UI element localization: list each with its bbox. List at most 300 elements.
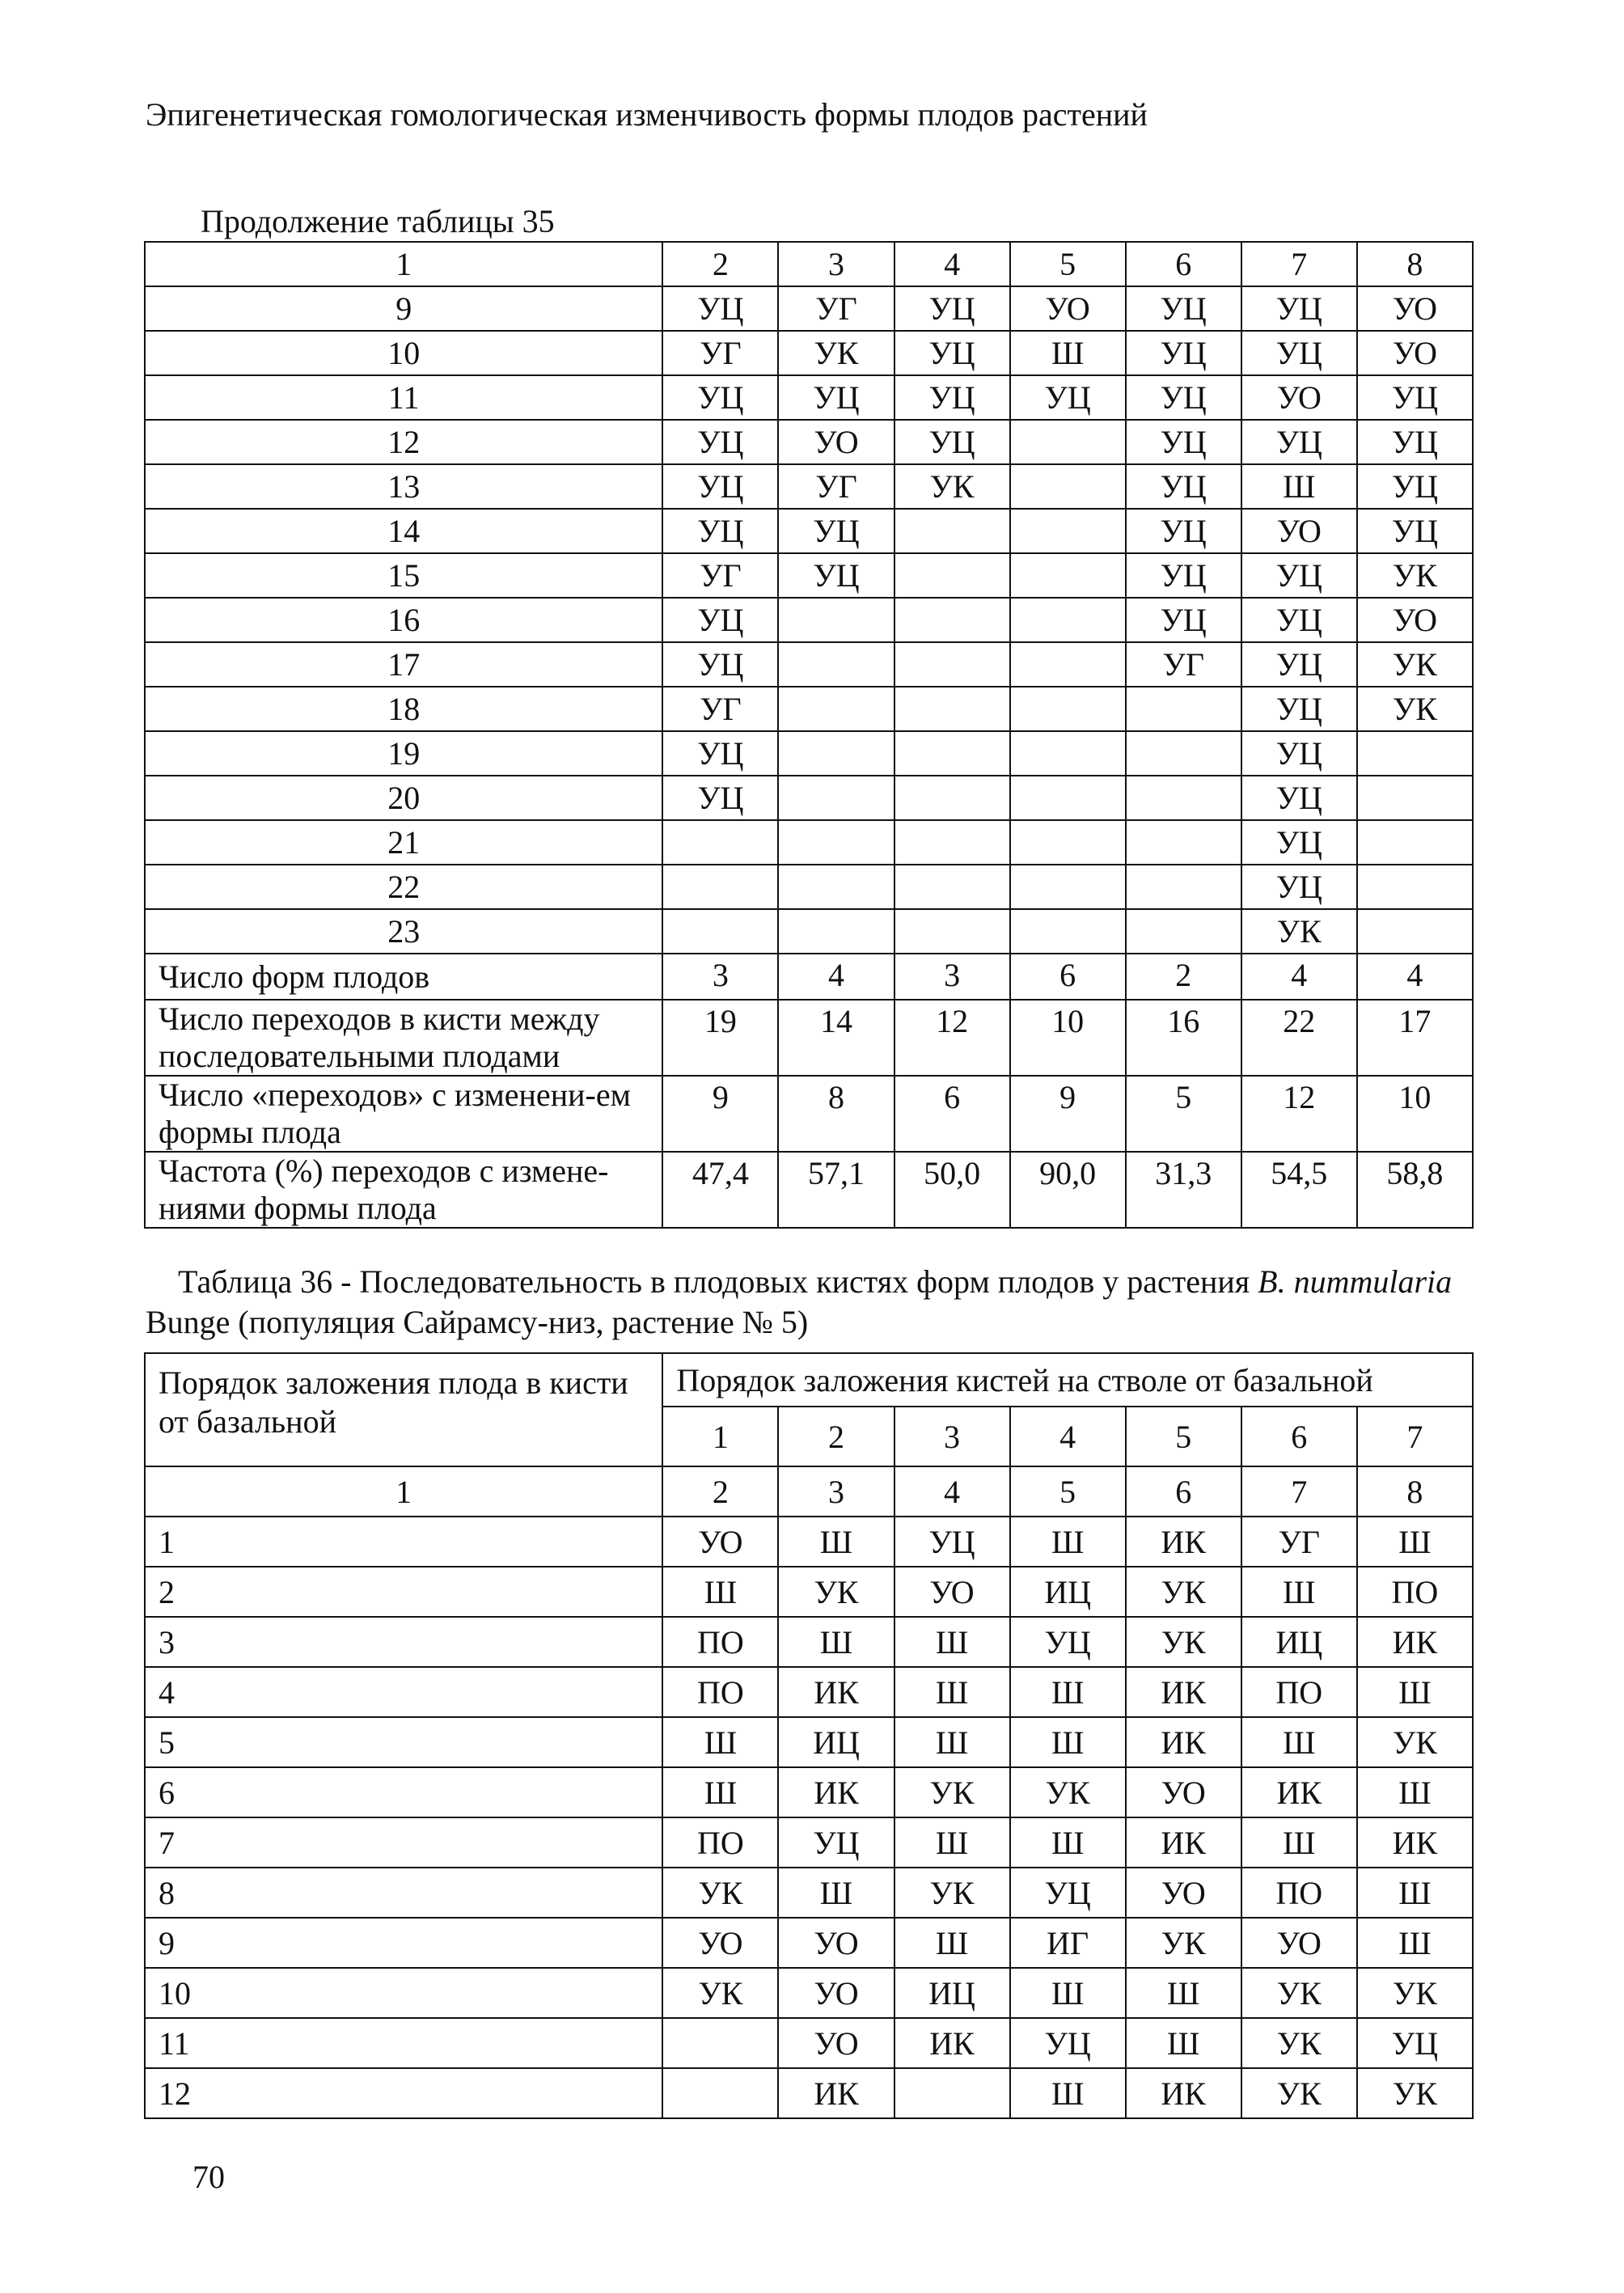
table-row: [145, 1817, 1473, 1868]
fruit-form-cell: УЦ: [1241, 331, 1357, 375]
fruit-form-cell: ИЦ: [778, 1717, 894, 1767]
fruit-form-cell: УГ: [778, 286, 894, 331]
fruit-form-cell: УЦ: [778, 553, 894, 598]
fruit-form-cell: ИК: [1126, 1517, 1241, 1567]
table-row: [145, 1918, 1473, 1968]
fruit-form-cell: Ш: [1010, 1517, 1126, 1567]
fruit-form-cell: УЦ: [894, 1517, 1010, 1567]
fruit-form-cell: [1010, 776, 1126, 820]
row-label: 9: [145, 286, 662, 331]
row-label: 3: [145, 1617, 662, 1667]
fruit-form-cell: УЦ: [1126, 509, 1241, 553]
summary-value: 5: [1126, 1076, 1241, 1152]
column-index-row: [145, 242, 1473, 286]
fruit-form-cell: УК: [1241, 909, 1357, 954]
fruit-form-cell: УЦ: [1126, 598, 1241, 642]
summary-label: Число переходов в кисти между последовательными плодами: [145, 1000, 662, 1076]
fruit-form-cell: УЦ: [1126, 286, 1241, 331]
row-label: 10: [145, 1968, 662, 2018]
header-column-group: Порядок заложения кистей на стволе от базальной: [662, 1353, 1473, 1407]
fruit-form-cell: УЦ: [662, 464, 778, 509]
fruit-form-cell: [1010, 598, 1126, 642]
fruit-form-cell: УЦ: [1126, 553, 1241, 598]
fruit-form-cell: ИК: [778, 1767, 894, 1817]
column-index-cell: 4: [894, 1466, 1010, 1517]
fruit-form-cell: ИК: [1126, 2068, 1241, 2118]
summary-label: Число форм плодов: [145, 954, 662, 1000]
fruit-form-cell: [894, 820, 1010, 865]
fruit-form-cell: ИК: [1126, 1667, 1241, 1717]
fruit-form-cell: ИК: [1126, 1817, 1241, 1868]
fruit-form-cell: Ш: [1357, 1767, 1473, 1817]
fruit-form-cell: Ш: [1357, 1918, 1473, 1968]
column-index-cell: 3: [778, 242, 894, 286]
fruit-form-cell: УЦ: [1010, 375, 1126, 420]
summary-value: 54,5: [1241, 1152, 1357, 1228]
fruit-form-cell: УЦ: [1241, 865, 1357, 909]
summary-value: 9: [1010, 1076, 1126, 1152]
fruit-form-cell: [1010, 731, 1126, 776]
fruit-form-cell: ИЦ: [894, 1968, 1010, 2018]
table-row: [145, 2068, 1473, 2118]
fruit-form-cell: Ш: [1010, 2068, 1126, 2118]
row-label: 9: [145, 1918, 662, 1968]
column-index-cell: 5: [1010, 242, 1126, 286]
row-label: 23: [145, 909, 662, 954]
fruit-form-cell: [1126, 731, 1241, 776]
summary-row: [145, 1000, 1473, 1076]
table-row: [145, 642, 1473, 687]
fruit-form-cell: УО: [1010, 286, 1126, 331]
fruit-form-cell: УО: [1241, 375, 1357, 420]
fruit-form-cell: ПО: [662, 1817, 778, 1868]
fruit-form-cell: УЦ: [1010, 2018, 1126, 2068]
fruit-form-cell: ПО: [1241, 1868, 1357, 1918]
row-label: 19: [145, 731, 662, 776]
column-index-cell: 8: [1357, 1466, 1473, 1517]
row-label: 18: [145, 687, 662, 731]
fruit-form-cell: [778, 820, 894, 865]
fruit-form-cell: УЦ: [1010, 1868, 1126, 1918]
cluster-number-header: 6: [1241, 1407, 1357, 1466]
fruit-form-cell: УЦ: [1241, 687, 1357, 731]
column-index-cell: 7: [1241, 1466, 1357, 1517]
fruit-form-cell: УЦ: [894, 286, 1010, 331]
fruit-form-cell: УО: [1357, 286, 1473, 331]
fruit-form-cell: ИЦ: [1010, 1567, 1126, 1617]
summary-row: [145, 1076, 1473, 1152]
summary-value: 12: [894, 1000, 1010, 1076]
row-label: 10: [145, 331, 662, 375]
row-label: 22: [145, 865, 662, 909]
row-label: 6: [145, 1767, 662, 1817]
fruit-form-cell: [662, 865, 778, 909]
fruit-form-cell: УЦ: [1241, 820, 1357, 865]
table-35: [144, 241, 1474, 1229]
fruit-form-cell: УЦ: [1357, 375, 1473, 420]
row-label: 15: [145, 553, 662, 598]
fruit-form-cell: [662, 909, 778, 954]
fruit-form-cell: ИК: [778, 1667, 894, 1717]
fruit-form-cell: УК: [1357, 553, 1473, 598]
fruit-form-cell: [1010, 820, 1126, 865]
row-label: 12: [145, 420, 662, 464]
summary-value: 57,1: [778, 1152, 894, 1228]
column-index-cell: 1: [145, 1466, 662, 1517]
fruit-form-cell: УЦ: [1126, 375, 1241, 420]
fruit-form-cell: Ш: [662, 1767, 778, 1817]
table-row: [145, 731, 1473, 776]
fruit-form-cell: [894, 598, 1010, 642]
row-label: 12: [145, 2068, 662, 2118]
summary-value: 4: [1241, 954, 1357, 1000]
fruit-form-cell: УК: [1357, 687, 1473, 731]
table-row: [145, 909, 1473, 954]
fruit-form-cell: УО: [1126, 1868, 1241, 1918]
fruit-form-cell: УК: [1010, 1767, 1126, 1817]
page-number: 70: [192, 2159, 225, 2195]
fruit-form-cell: УЦ: [662, 420, 778, 464]
fruit-form-cell: [778, 642, 894, 687]
row-label: 1: [145, 1517, 662, 1567]
fruit-form-cell: УЦ: [1357, 464, 1473, 509]
fruit-form-cell: УЦ: [894, 420, 1010, 464]
table-row: [145, 286, 1473, 331]
fruit-form-cell: [1357, 820, 1473, 865]
fruit-form-cell: УК: [894, 1767, 1010, 1817]
summary-value: 8: [778, 1076, 894, 1152]
row-label: 14: [145, 509, 662, 553]
running-head: Эпигенетическая гомологическая изменчивость формы плодов растений: [146, 96, 1148, 133]
table-row: [145, 776, 1473, 820]
table-row: [145, 553, 1473, 598]
fruit-form-cell: УЦ: [1241, 731, 1357, 776]
fruit-form-cell: [1357, 865, 1473, 909]
row-label: 7: [145, 1817, 662, 1868]
fruit-form-cell: УО: [778, 1918, 894, 1968]
summary-value: 4: [778, 954, 894, 1000]
fruit-form-cell: УЦ: [1126, 331, 1241, 375]
fruit-form-cell: [894, 509, 1010, 553]
table-36: [144, 1352, 1474, 2119]
fruit-form-cell: Ш: [894, 1918, 1010, 1968]
fruit-form-cell: УО: [1357, 598, 1473, 642]
fruit-form-cell: УО: [778, 1968, 894, 2018]
summary-value: 31,3: [1126, 1152, 1241, 1228]
fruit-form-cell: [894, 553, 1010, 598]
column-index-cell: 6: [1126, 242, 1241, 286]
fruit-form-cell: Ш: [894, 1617, 1010, 1667]
fruit-form-cell: Ш: [894, 1817, 1010, 1868]
fruit-form-cell: ПО: [1241, 1667, 1357, 1717]
row-label: 13: [145, 464, 662, 509]
table-row: [145, 1968, 1473, 2018]
column-index-cell: 2: [662, 1466, 778, 1517]
column-index-cell: 2: [662, 242, 778, 286]
fruit-form-cell: УО: [1241, 509, 1357, 553]
summary-value: 6: [894, 1076, 1010, 1152]
cluster-number-header: 7: [1357, 1407, 1473, 1466]
fruit-form-cell: ПО: [662, 1667, 778, 1717]
fruit-form-cell: Ш: [778, 1868, 894, 1918]
column-index-cell: 5: [1010, 1466, 1126, 1517]
fruit-form-cell: Ш: [662, 1717, 778, 1767]
fruit-form-cell: УО: [894, 1567, 1010, 1617]
summary-value: 12: [1241, 1076, 1357, 1152]
summary-value: 50,0: [894, 1152, 1010, 1228]
fruit-form-cell: Ш: [1357, 1667, 1473, 1717]
summary-value: 47,4: [662, 1152, 778, 1228]
fruit-form-cell: УК: [1357, 1717, 1473, 1767]
fruit-form-cell: [778, 776, 894, 820]
fruit-form-cell: УГ: [662, 687, 778, 731]
fruit-form-cell: УО: [662, 1517, 778, 1567]
summary-label: Частота (%) переходов с измене-ниями формы плода: [145, 1152, 662, 1228]
fruit-form-cell: [1010, 553, 1126, 598]
fruit-form-cell: УГ: [662, 553, 778, 598]
column-index-row: [145, 1466, 1473, 1517]
fruit-form-cell: [1010, 865, 1126, 909]
fruit-form-cell: УЦ: [662, 375, 778, 420]
fruit-form-cell: ИК: [1126, 1717, 1241, 1767]
summary-value: 17: [1357, 1000, 1473, 1076]
fruit-form-cell: УК: [1357, 2068, 1473, 2118]
table-row: [145, 598, 1473, 642]
fruit-form-cell: [894, 909, 1010, 954]
fruit-form-cell: ИК: [1357, 1817, 1473, 1868]
fruit-form-cell: УК: [1241, 2018, 1357, 2068]
fruit-form-cell: УЦ: [1241, 553, 1357, 598]
summary-row: [145, 1152, 1473, 1228]
table-row: [145, 1617, 1473, 1667]
fruit-form-cell: УО: [662, 1918, 778, 1968]
fruit-form-cell: [1126, 909, 1241, 954]
table-row: [145, 1667, 1473, 1717]
row-label: 8: [145, 1868, 662, 1918]
fruit-form-cell: УК: [778, 331, 894, 375]
fruit-form-cell: ПО: [662, 1617, 778, 1667]
fruit-form-cell: [894, 776, 1010, 820]
fruit-form-cell: Ш: [662, 1567, 778, 1617]
fruit-form-cell: [894, 731, 1010, 776]
summary-value: 90,0: [1010, 1152, 1126, 1228]
summary-value: 2: [1126, 954, 1241, 1000]
summary-value: 4: [1357, 954, 1473, 1000]
fruit-form-cell: УК: [1126, 1918, 1241, 1968]
fruit-form-cell: ИК: [778, 2068, 894, 2118]
fruit-form-cell: УЦ: [894, 331, 1010, 375]
fruit-form-cell: УЦ: [662, 776, 778, 820]
fruit-form-cell: УЦ: [778, 509, 894, 553]
fruit-form-cell: Ш: [1010, 1667, 1126, 1717]
fruit-form-cell: Ш: [778, 1617, 894, 1667]
fruit-form-cell: [1010, 464, 1126, 509]
fruit-form-cell: [894, 2068, 1010, 2118]
fruit-form-cell: УО: [1126, 1767, 1241, 1817]
column-index-cell: 7: [1241, 242, 1357, 286]
cluster-number-header: 3: [894, 1407, 1010, 1466]
species-name: B. nummularia: [1258, 1263, 1453, 1300]
fruit-form-cell: Ш: [1010, 1968, 1126, 2018]
fruit-form-cell: [1126, 687, 1241, 731]
fruit-form-cell: [894, 865, 1010, 909]
fruit-form-cell: УЦ: [894, 375, 1010, 420]
fruit-form-cell: Ш: [1241, 1717, 1357, 1767]
fruit-form-cell: ИК: [894, 2018, 1010, 2068]
row-label: 2: [145, 1567, 662, 1617]
fruit-form-cell: УЦ: [1241, 776, 1357, 820]
fruit-form-cell: [778, 731, 894, 776]
fruit-form-cell: УЦ: [778, 1817, 894, 1868]
fruit-form-cell: УК: [662, 1968, 778, 2018]
cluster-number-header: 4: [1010, 1407, 1126, 1466]
fruit-form-cell: УК: [662, 1868, 778, 1918]
table-row: [145, 2018, 1473, 2068]
fruit-form-cell: ИЦ: [1241, 1617, 1357, 1667]
table-row: [145, 687, 1473, 731]
fruit-form-cell: [1010, 420, 1126, 464]
fruit-form-cell: УО: [1357, 331, 1473, 375]
fruit-form-cell: УГ: [1126, 642, 1241, 687]
fruit-form-cell: УЦ: [1241, 420, 1357, 464]
fruit-form-cell: УО: [1241, 1918, 1357, 1968]
fruit-form-cell: УК: [894, 1868, 1010, 1918]
fruit-form-cell: УЦ: [662, 286, 778, 331]
fruit-form-cell: Ш: [1010, 1717, 1126, 1767]
fruit-form-cell: ИГ: [1010, 1918, 1126, 1968]
fruit-form-cell: УЦ: [1357, 509, 1473, 553]
fruit-form-cell: УЦ: [1241, 598, 1357, 642]
table-row: [145, 1567, 1473, 1617]
fruit-form-cell: УЦ: [778, 375, 894, 420]
fruit-form-cell: Ш: [778, 1517, 894, 1567]
fruit-form-cell: УК: [1357, 1968, 1473, 2018]
fruit-form-cell: УК: [1126, 1567, 1241, 1617]
table-row: [145, 509, 1473, 553]
fruit-form-cell: [778, 865, 894, 909]
summary-value: 10: [1010, 1000, 1126, 1076]
table-row: [145, 865, 1473, 909]
fruit-form-cell: [1126, 776, 1241, 820]
fruit-form-cell: [1010, 687, 1126, 731]
fruit-form-cell: [894, 642, 1010, 687]
table36-caption: Таблица 36 - Последовательность в плодовых кистях форм плодов у растения B. nummularia Bunge (популяция Сайрамсу-низ, растение № 5): [146, 1263, 1453, 1340]
row-label: 21: [145, 820, 662, 865]
fruit-form-cell: УГ: [662, 331, 778, 375]
summary-value: 58,8: [1357, 1152, 1473, 1228]
fruit-form-cell: [1126, 820, 1241, 865]
fruit-form-cell: [1010, 642, 1126, 687]
summary-value: 19: [662, 1000, 778, 1076]
table-row: [145, 1517, 1473, 1567]
row-label: 17: [145, 642, 662, 687]
fruit-form-cell: [778, 598, 894, 642]
summary-value: 6: [1010, 954, 1126, 1000]
fruit-form-cell: УК: [894, 464, 1010, 509]
column-index-cell: 6: [1126, 1466, 1241, 1517]
fruit-form-cell: Ш: [894, 1667, 1010, 1717]
table-row: [145, 1868, 1473, 1918]
fruit-form-cell: УЦ: [1241, 642, 1357, 687]
fruit-form-cell: УК: [1241, 2068, 1357, 2118]
summary-value: 14: [778, 1000, 894, 1076]
table-row: [145, 1717, 1473, 1767]
column-index-cell: 8: [1357, 242, 1473, 286]
fruit-form-cell: [778, 687, 894, 731]
table-row: [145, 820, 1473, 865]
summary-value: 16: [1126, 1000, 1241, 1076]
column-index-cell: 3: [778, 1466, 894, 1517]
row-label: 11: [145, 375, 662, 420]
summary-value: 22: [1241, 1000, 1357, 1076]
fruit-form-cell: УЦ: [662, 731, 778, 776]
fruit-form-cell: [662, 2018, 778, 2068]
fruit-form-cell: [1357, 776, 1473, 820]
summary-label: Число «переходов» с изменени-ем формы плода: [145, 1076, 662, 1152]
fruit-form-cell: УЦ: [1241, 286, 1357, 331]
fruit-form-cell: УЦ: [1357, 2018, 1473, 2068]
column-index-cell: 1: [145, 242, 662, 286]
summary-row: [145, 954, 1473, 1000]
fruit-form-cell: Ш: [894, 1717, 1010, 1767]
fruit-form-cell: УЦ: [1010, 1617, 1126, 1667]
fruit-form-cell: УО: [778, 2018, 894, 2068]
fruit-form-cell: Ш: [1241, 1567, 1357, 1617]
fruit-form-cell: УГ: [778, 464, 894, 509]
fruit-form-cell: УЦ: [662, 642, 778, 687]
fruit-form-cell: [1357, 731, 1473, 776]
fruit-form-cell: УГ: [1241, 1517, 1357, 1567]
fruit-form-cell: [662, 820, 778, 865]
fruit-form-cell: УО: [778, 420, 894, 464]
fruit-form-cell: УЦ: [662, 509, 778, 553]
fruit-form-cell: Ш: [1357, 1517, 1473, 1567]
cluster-number-header: 5: [1126, 1407, 1241, 1466]
fruit-form-cell: УЦ: [1357, 420, 1473, 464]
cluster-number-header: 1: [662, 1407, 778, 1466]
fruit-form-cell: ИК: [1241, 1767, 1357, 1817]
fruit-form-cell: УК: [1241, 1968, 1357, 2018]
column-index-cell: 4: [894, 242, 1010, 286]
summary-value: 3: [662, 954, 778, 1000]
fruit-form-cell: Ш: [1126, 1968, 1241, 2018]
summary-value: 3: [894, 954, 1010, 1000]
fruit-form-cell: УЦ: [662, 598, 778, 642]
row-label: 20: [145, 776, 662, 820]
fruit-form-cell: [894, 687, 1010, 731]
row-label: 11: [145, 2018, 662, 2068]
fruit-form-cell: УК: [1357, 642, 1473, 687]
fruit-form-cell: ИК: [1357, 1617, 1473, 1667]
summary-value: 9: [662, 1076, 778, 1152]
header-row-label: Порядок заложения плода в кисти от базальной: [145, 1353, 662, 1466]
row-label: 5: [145, 1717, 662, 1767]
fruit-form-cell: [1357, 909, 1473, 954]
summary-value: 10: [1357, 1076, 1473, 1152]
fruit-form-cell: Ш: [1010, 1817, 1126, 1868]
cluster-number-header: 2: [778, 1407, 894, 1466]
fruit-form-cell: Ш: [1357, 1868, 1473, 1918]
table-row: [145, 375, 1473, 420]
table-row: [145, 331, 1473, 375]
fruit-form-cell: [1010, 909, 1126, 954]
fruit-form-cell: [662, 2068, 778, 2118]
table-row: [145, 1767, 1473, 1817]
fruit-form-cell: Ш: [1126, 2018, 1241, 2068]
fruit-form-cell: УЦ: [1126, 420, 1241, 464]
table-row: [145, 464, 1473, 509]
fruit-form-cell: ПО: [1357, 1567, 1473, 1617]
